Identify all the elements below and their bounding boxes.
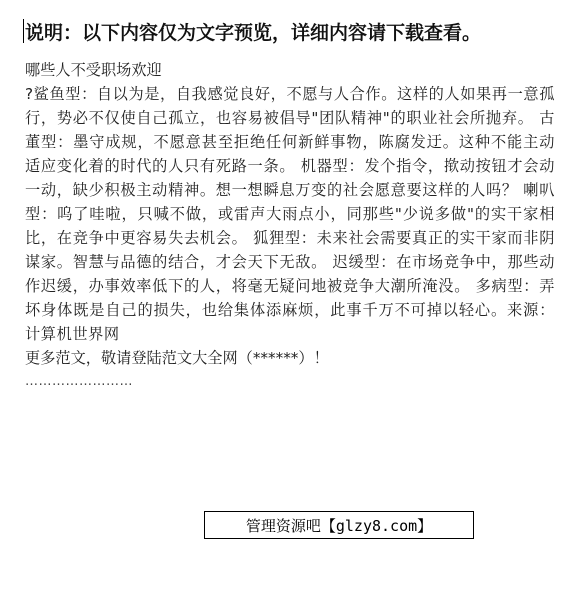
text-cursor: [23, 19, 24, 43]
preview-notice-text: 说明：以下内容仅为文字预览，详细内容请下载查看。: [25, 21, 482, 44]
document-body: ?鲨鱼型：自以为是，自我感觉良好，不愿与人合作。这样的人如果再一意孤行，势必不仅使自己孤立，也容易被倡导"团队精神"的职业社会所抛弃。 古董型：墨守成规，不愿意甚至拒绝任何新鲜事物，陈腐发迂。这种不能主动适应变化着的时代的人只有死路一条。 机器型：发个指令，揿动按钮才会动一动，缺少积极主动精神。想一想瞬息万变的社会愿意要这样的人吗？ 喇叭型：呜了哇啦，只喊不做，或雷声大雨点小，同那些"少说多做"的实干家相比，在竞争中更容易失去机会。 狐狸型：未来社会需要真正的实干家而非阴谋家。智慧与品德的结合，才会天下无敌。 迟缓型：在市场竞争中，那些动作迟缓，办事效率低下的人，将毫无疑问地被竞争大潮所淹没。 多病型：弄坏身体既是自己的损失，也给集体添麻烦，此事千万不可掉以轻心。来源：计算机世界网: [25, 85, 555, 343]
preview-notice: [23, 18, 481, 44]
document-content: [25, 58, 555, 394]
document-heading: 哪些人不受职场欢迎: [25, 61, 162, 79]
more-articles-line: 更多范文，敬请登陆范文大全网（******）！: [25, 349, 329, 367]
ellipsis-line: ……………………: [25, 374, 133, 389]
site-link-button[interactable]: 管理资源吧【glzy8.com】: [204, 511, 474, 539]
